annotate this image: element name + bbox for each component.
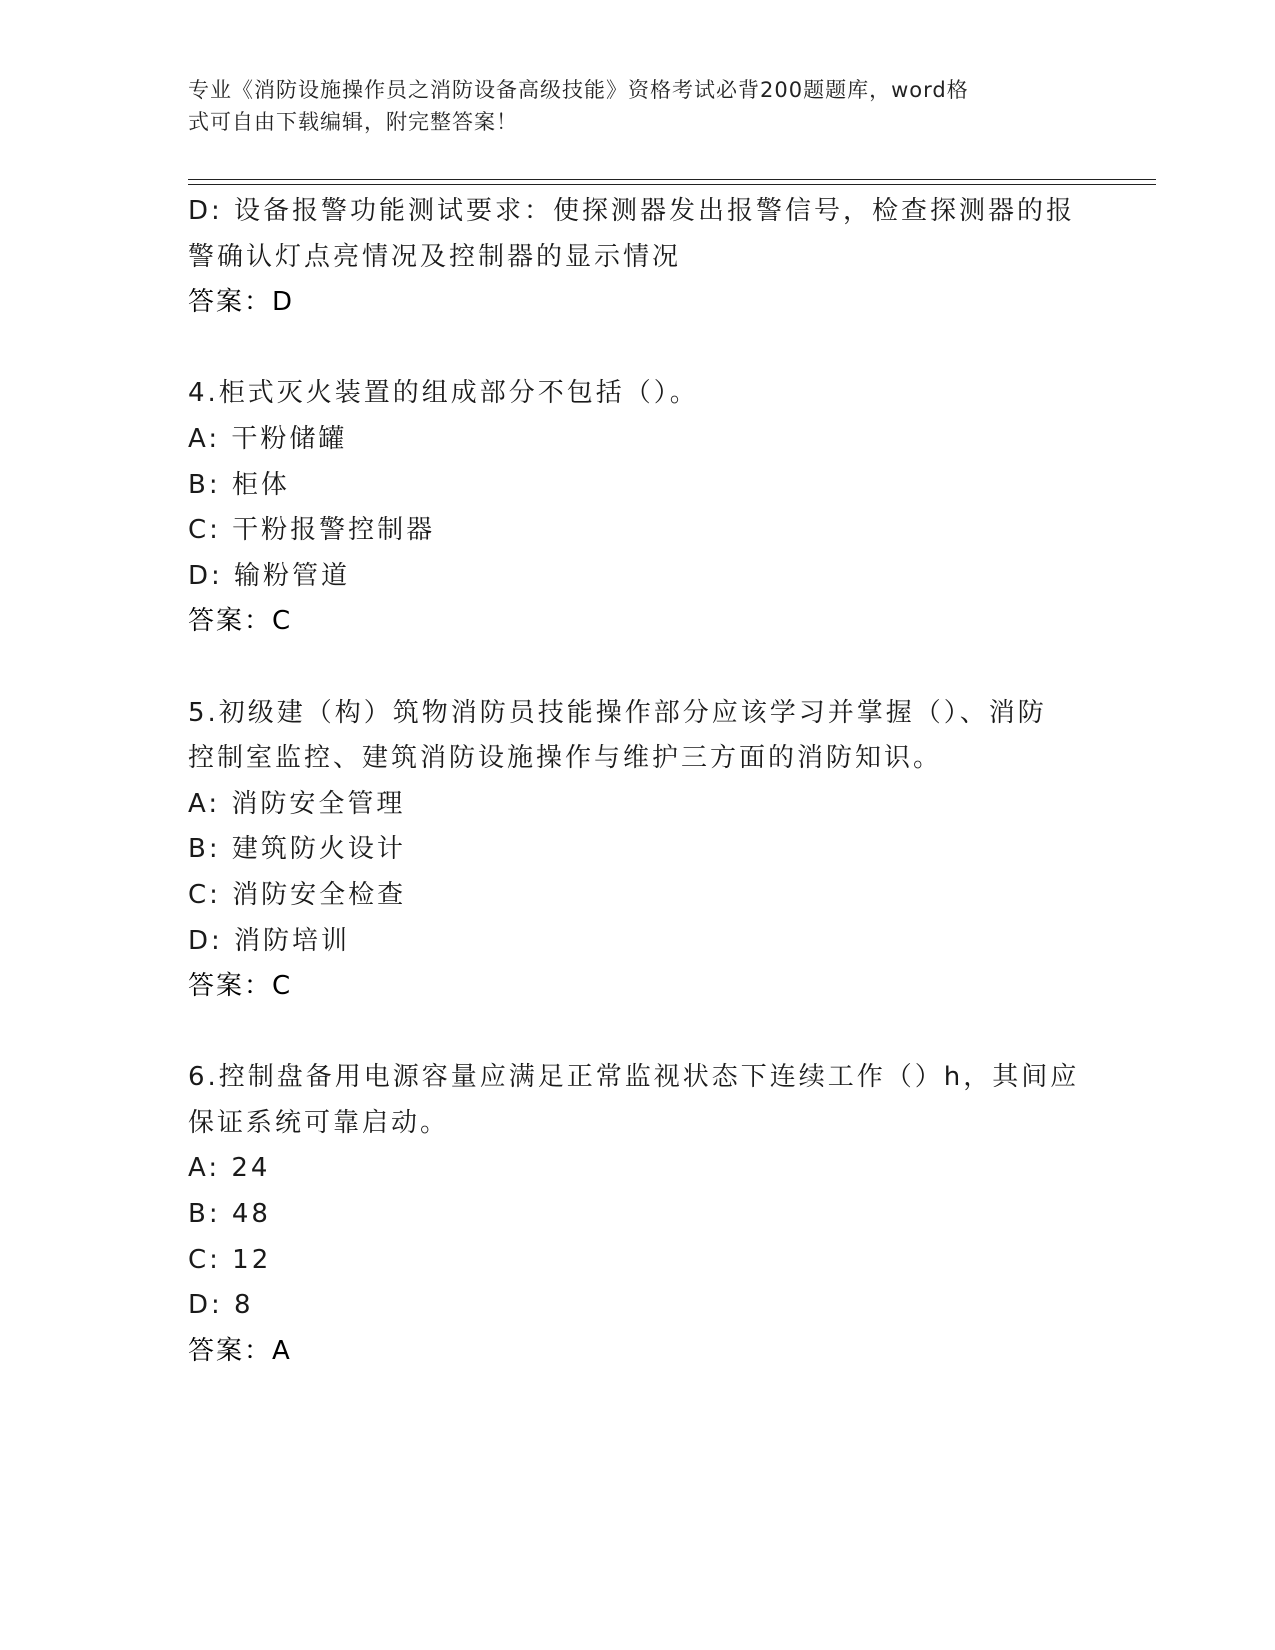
answer-line: 答案：C [188,971,293,1002]
option-d-line-2: 警确认灯点亮情况及控制器的显示情况 [188,241,682,272]
question-stem-continued: 控制室监控、建筑消防设施操作与维护三方面的消防知识。 [188,743,943,774]
question-6 [188,1055,1088,1374]
question-5 [188,691,1088,1010]
carryover-block [188,189,1088,326]
question-gap [188,1010,1088,1056]
option-a: A: 干粉储罐 [188,423,348,454]
option-b: B: 柜体 [188,469,290,500]
option-c: C: 消防安全检查 [188,879,407,910]
question-stem-continued: 保证系统可靠启动。 [188,1107,450,1138]
question-stem: 4.柜式灭火装置的组成部分不包括（）。 [188,378,699,409]
question-content [188,189,1088,1374]
answer-line: 答案：D [188,287,295,318]
option-c: C: 干粉报警控制器 [188,515,436,546]
question-stem: 5.初级建（构）筑物消防员技能操作部分应该学习并掌握（）、消防 [188,697,1047,728]
header-line-1: 专业《消防设施操作员之消防设备高级技能》资格考试必背200题题库，word格 [188,78,969,102]
option-b: B: 48 [188,1199,271,1230]
option-d: D: 消防培训 [188,925,351,956]
option-d: D: 输粉管道 [188,560,351,591]
option-d: D: 8 [188,1290,254,1321]
document-header [188,74,1068,138]
header-line-2: 式可自由下载编辑，附完整答案！ [188,110,518,134]
question-gap [188,645,1088,691]
question-stem: 6.控制盘备用电源容量应满足正常监视状态下连续工作（）h，其间应 [188,1062,1080,1093]
option-c: C: 12 [188,1244,272,1275]
header-divider-top [188,179,1156,180]
option-a: A: 24 [188,1153,271,1184]
option-a: A: 消防安全管理 [188,788,406,819]
question-4 [188,371,1088,645]
answer-line: 答案：C [188,606,293,637]
option-d-line-1: D: 设备报警功能测试要求：使探测器发出报警信号，检查探测器的报 [188,196,1076,226]
header-divider-bottom [188,184,1156,185]
question-gap [188,326,1088,372]
answer-line: 答案：A [188,1335,292,1366]
option-b: B: 建筑防火设计 [188,834,406,865]
